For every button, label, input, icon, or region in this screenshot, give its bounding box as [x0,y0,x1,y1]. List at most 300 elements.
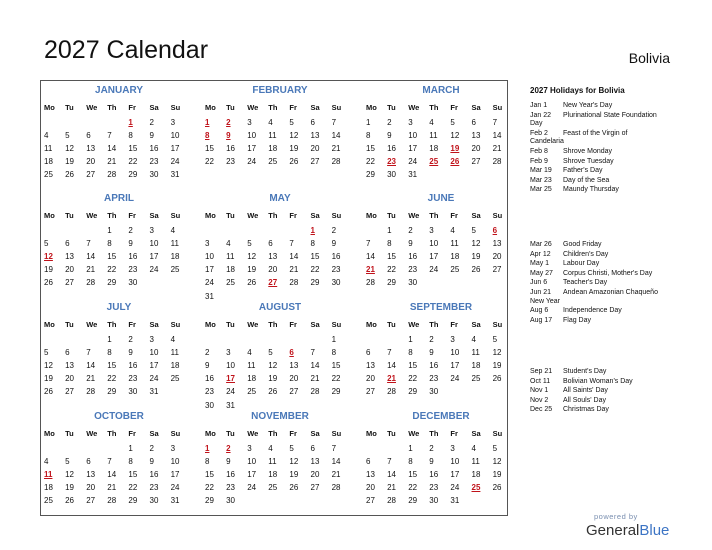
day-cell: 11 [450,239,459,249]
day-cell: 20 [366,483,375,493]
day-cell: 25 [471,374,481,384]
day-cell: 27 [310,483,320,493]
weekday-header: Tu [65,103,74,112]
day-cell: 10 [408,131,418,141]
day-cell: 18 [44,157,53,167]
weekday-header: Sa [310,320,320,329]
day-cell: 6 [366,348,371,358]
day-cell: 19 [44,374,53,384]
day-cell: 26 [471,265,481,275]
holiday-name: Labour Day [563,260,600,268]
day-cell: 2 [331,226,337,235]
holiday-date: Nov 1 [530,387,549,395]
holiday-name: Plurinational State Foundation [563,111,657,119]
holiday-day-cell: 21 [387,374,396,384]
weekday-header: Su [170,103,181,112]
holiday-name: Independence Day [563,307,622,315]
weekday-header: Th [429,429,439,438]
day-cell: 14 [387,470,396,480]
day-cell: 30 [429,496,439,506]
day-cell: 21 [107,157,117,167]
day-cell: 15 [408,361,418,371]
day-cell: 5 [492,335,498,344]
day-cell: 1 [331,335,337,344]
holiday-name: Corpus Christi, Mother's Day [563,269,653,277]
day-cell: 19 [471,252,481,262]
day-cell: 18 [170,361,180,371]
day-cell: 14 [107,470,117,480]
day-cell: 24 [450,374,460,384]
day-cell: 14 [331,457,341,467]
day-cell: 20 [310,470,320,480]
day-cell: 13 [366,470,375,480]
holiday-name: Christmas Day [563,406,609,414]
day-cell: 1 [128,444,133,453]
weekday-header: Th [107,429,117,438]
day-cell: 7 [331,118,337,127]
day-cell: 22 [310,265,320,275]
day-cell: 16 [128,361,138,371]
day-cell: 14 [86,252,96,262]
day-cell: 3 [429,226,434,235]
weekday-header: Tu [387,429,396,438]
day-cell: 21 [86,265,96,275]
weekday-header: Th [429,211,439,220]
month-february [205,85,355,185]
day-cell: 4 [268,118,273,127]
day-cell: 31 [226,400,235,410]
day-cell: 28 [86,387,96,397]
day-cell: 14 [86,361,96,371]
weekday-header: Sa [471,103,481,112]
day-cell: 13 [492,239,502,249]
day-cell: 18 [429,144,439,154]
day-cell: 26 [65,170,74,180]
day-cell: 3 [170,118,176,127]
day-cell: 18 [450,252,460,262]
day-cell: 6 [310,444,315,453]
weekday-header: Tu [387,103,396,112]
day-cell: 30 [149,170,159,180]
month-march [366,85,516,185]
day-cell: 16 [205,374,214,384]
day-cell: 10 [226,361,235,371]
holiday-name: Andean Amazonian Chaqueño [563,289,658,296]
day-cell: 29 [387,278,396,288]
day-cell: 17 [170,470,180,480]
day-cell: 6 [65,348,70,358]
weekday-header: Sa [310,211,320,220]
day-cell: 16 [331,252,341,262]
weekday-header: We [86,320,98,329]
day-cell: 25 [268,483,278,493]
day-cell: 22 [366,157,375,167]
day-cell: 13 [65,252,74,262]
powered-by-label: powered by [594,512,638,521]
month-name: NOVEMBER [251,411,309,422]
day-cell: 13 [310,131,320,141]
weekday-header: Su [492,320,503,329]
day-cell: 8 [128,457,133,467]
holiday-day-cell: 1 [205,118,210,127]
day-cell: 28 [492,157,502,167]
weekday-header: Su [170,429,181,438]
weekday-header: Fr [289,211,297,220]
weekday-header: Mo [366,103,377,112]
day-cell: 25 [170,374,180,384]
day-cell: 24 [450,483,460,493]
holiday-day-cell: 1 [205,444,210,453]
weekday-header: Mo [366,429,377,438]
holiday-day-cell: 2 [226,118,231,127]
weekday-header: Tu [387,320,396,329]
holiday-name: Good Friday [563,241,602,248]
weekday-header: We [247,320,259,329]
day-cell: 16 [387,144,396,154]
day-cell: 15 [408,470,418,480]
weekday-header: Fr [128,211,136,220]
holiday-date: Jan 1 [530,102,548,109]
day-cell: 28 [331,157,341,167]
day-cell: 20 [65,374,74,384]
holiday-day-cell: 9 [226,131,231,141]
day-cell: 5 [44,239,49,249]
day-cell: 23 [149,483,159,493]
day-cell: 7 [366,239,371,249]
weekday-header: Fr [128,103,136,112]
day-cell: 18 [44,483,53,493]
day-cell: 18 [471,361,481,371]
day-cell: 19 [65,483,74,493]
weekday-header: Sa [310,103,320,112]
brand-logo [586,522,669,539]
weekday-header: Su [170,320,181,329]
day-cell: 24 [247,157,257,167]
day-cell: 3 [205,239,210,249]
holiday-date: Feb 2 [530,129,548,137]
day-cell: 16 [128,252,138,262]
day-cell: 18 [268,144,278,154]
day-cell: 11 [226,252,235,262]
day-cell: 26 [65,496,74,506]
day-cell: 12 [492,457,502,467]
day-cell: 30 [226,496,235,506]
day-cell: 20 [65,265,74,275]
day-cell: 15 [387,252,396,262]
day-cell: 25 [268,157,278,167]
weekday-header: We [247,103,259,112]
day-cell: 4 [471,335,476,344]
day-cell: 29 [408,387,418,397]
day-cell: 2 [429,444,434,453]
day-cell: 21 [310,374,320,384]
day-cell: 4 [450,226,455,235]
month-name: FEBRUARY [252,85,308,96]
day-cell: 24 [408,157,418,167]
day-cell: 31 [170,170,180,180]
day-cell: 17 [408,144,418,154]
day-cell: 20 [289,374,299,384]
day-cell: 8 [205,457,210,467]
weekday-header: Tu [387,211,396,220]
day-cell: 12 [492,348,502,358]
day-cell: 3 [450,335,455,344]
day-cell: 23 [128,374,138,384]
holiday-name: Shrove Tuesday [563,157,614,165]
day-cell: 4 [44,131,49,141]
day-cell: 11 [268,131,277,141]
day-cell: 8 [107,239,112,249]
holiday-day-cell: 17 [226,374,235,384]
weekday-header: We [86,211,98,220]
day-cell: 8 [408,348,413,358]
weekday-header: Tu [226,103,235,112]
weekday-header: Mo [205,429,216,438]
day-cell: 20 [86,483,96,493]
day-cell: 20 [471,144,481,154]
day-cell: 31 [450,496,460,506]
month-name: MAY [269,193,291,204]
day-cell: 19 [492,470,502,480]
day-cell: 28 [86,278,96,288]
holiday-name: Flag Day [563,316,592,324]
day-cell: 20 [366,374,375,384]
day-cell: 30 [128,278,138,288]
day-cell: 6 [65,239,70,249]
day-cell: 9 [331,239,337,249]
day-cell: 27 [366,496,375,506]
day-cell: 15 [205,470,214,480]
weekday-header: Su [331,211,342,220]
day-cell: 8 [408,457,413,467]
day-cell: 21 [331,144,341,154]
day-cell: 4 [170,335,176,344]
weekday-header: Th [268,103,278,112]
day-cell: 21 [387,483,396,493]
day-cell: 2 [205,348,210,358]
holiday-name: All Souls' Day [563,396,606,404]
page-title: 2027 Calendar [44,36,209,64]
day-cell: 5 [289,444,294,453]
holiday-date: Aug 6 [530,307,549,315]
weekday-header: Su [492,211,503,220]
day-cell: 22 [331,374,341,384]
holiday-day-cell: 12 [44,252,53,262]
holiday-date: Jan 22 [530,111,552,119]
day-cell: 25 [44,170,53,180]
day-cell: 31 [149,387,159,397]
brand-name-part2: Blue [639,522,670,539]
day-cell: 24 [149,374,159,384]
weekday-header: Fr [450,103,458,112]
weekday-header: Fr [128,429,136,438]
day-cell: 6 [471,118,476,127]
day-cell: 10 [247,131,257,141]
day-cell: 2 [149,444,154,453]
day-cell: 14 [289,252,299,262]
month-name: APRIL [104,193,134,204]
day-cell: 2 [128,226,133,235]
day-cell: 13 [471,131,481,141]
day-cell: 10 [149,348,159,358]
weekday-header: Th [429,103,439,112]
day-cell: 15 [128,470,138,480]
day-cell: 30 [149,496,159,506]
day-cell: 13 [366,361,375,371]
day-cell: 27 [366,387,375,397]
day-cell: 24 [226,387,235,397]
day-cell: 26 [289,157,299,167]
day-cell: 18 [170,252,180,262]
holiday-day-cell: 8 [205,131,210,141]
day-cell: 7 [387,457,392,467]
day-cell: 4 [471,444,476,453]
day-cell: 10 [205,252,214,262]
holiday-day-cell: 1 [310,226,315,235]
weekday-header: Mo [366,320,377,329]
day-cell: 20 [492,252,502,262]
day-cell: 7 [107,131,112,141]
day-cell: 1 [107,226,112,235]
month-january [44,85,194,185]
day-cell: 15 [331,361,341,371]
holiday-name-continued: Day [530,120,543,128]
holidays-title: 2027 Holidays for Bolivia [530,86,625,95]
day-cell: 19 [289,470,299,480]
holiday-date: May 27 [530,269,553,277]
weekday-header: Th [107,211,117,220]
day-cell: 24 [149,265,159,275]
day-cell: 28 [331,483,341,493]
day-cell: 28 [289,278,299,288]
holiday-date: Dec 25 [530,406,553,414]
weekday-header: Fr [289,429,297,438]
day-cell: 17 [170,144,180,154]
day-cell: 9 [429,457,434,467]
day-cell: 9 [226,457,231,467]
holiday-date: Mar 19 [530,167,552,175]
day-cell: 20 [310,144,320,154]
month-may [205,193,355,301]
day-cell: 13 [289,361,299,371]
month-name: OCTOBER [94,411,144,422]
day-cell: 10 [170,457,180,467]
holiday-name: Student's Day [563,368,607,375]
day-cell: 12 [44,361,53,371]
holiday-name-continued: Candelaria [530,138,564,146]
day-cell: 23 [226,483,235,493]
holiday-name: Bolivian Woman's Day [563,377,633,385]
day-cell: 29 [205,496,214,506]
day-cell: 31 [205,291,214,301]
month-name: DECEMBER [412,411,470,422]
day-cell: 24 [247,483,257,493]
day-cell: 14 [107,144,117,154]
day-cell: 26 [268,387,278,397]
month-april [44,193,194,293]
month-name: JUNE [427,193,455,204]
day-cell: 12 [65,470,74,480]
day-cell: 22 [205,157,214,167]
day-cell: 16 [408,252,418,262]
day-cell: 27 [65,278,74,288]
holiday-name: All Saints' Day [563,387,608,395]
day-cell: 3 [170,444,176,453]
weekday-header: Fr [289,320,297,329]
day-cell: 19 [268,374,278,384]
weekday-header: We [408,103,420,112]
day-cell: 13 [86,144,96,154]
day-cell: 11 [247,361,256,371]
day-cell: 21 [331,470,341,480]
day-cell: 3 [247,444,252,453]
weekday-header: Sa [149,320,159,329]
holiday-date: Jun 21 [530,289,552,296]
day-cell: 11 [471,348,480,358]
day-cell: 19 [492,361,502,371]
weekday-header: Th [429,320,439,329]
day-cell: 16 [149,470,159,480]
day-cell: 7 [331,444,337,453]
day-cell: 4 [170,226,176,235]
weekday-header: We [408,429,420,438]
day-cell: 3 [226,348,231,358]
day-cell: 16 [429,470,439,480]
day-cell: 13 [65,361,74,371]
day-cell: 25 [44,496,53,506]
day-cell: 11 [471,457,480,467]
day-cell: 3 [149,226,154,235]
weekday-header: Fr [450,429,458,438]
day-cell: 24 [429,265,439,275]
day-cell: 22 [387,265,396,275]
day-cell: 7 [387,348,392,358]
day-cell: 18 [247,374,257,384]
day-cell: 11 [44,144,53,154]
holiday-name: Father's Day [563,167,603,175]
day-cell: 30 [408,278,418,288]
day-cell: 8 [310,239,315,249]
day-cell: 26 [247,278,257,288]
day-cell: 6 [310,118,315,127]
day-cell: 25 [450,265,460,275]
holiday-day-cell: 2 [226,444,231,453]
day-cell: 28 [310,387,320,397]
month-november [205,411,355,511]
day-cell: 5 [65,131,70,141]
day-cell: 19 [289,144,299,154]
day-cell: 17 [429,252,439,262]
day-cell: 29 [107,278,117,288]
day-cell: 12 [289,131,299,141]
holiday-day-cell: 25 [429,157,439,167]
day-cell: 25 [247,387,257,397]
day-cell: 6 [366,457,371,467]
day-cell: 1 [408,335,413,344]
day-cell: 26 [289,483,299,493]
day-cell: 29 [331,387,341,397]
holiday-date: Jun 6 [530,279,548,287]
weekday-header: Mo [366,211,377,220]
holiday-day-cell: 21 [366,265,375,275]
day-cell: 15 [107,361,117,371]
weekday-header: Fr [450,211,458,220]
day-cell: 27 [86,170,96,180]
day-cell: 3 [408,118,413,127]
day-cell: 12 [289,457,299,467]
weekday-header: Su [331,103,342,112]
day-cell: 8 [331,348,337,358]
